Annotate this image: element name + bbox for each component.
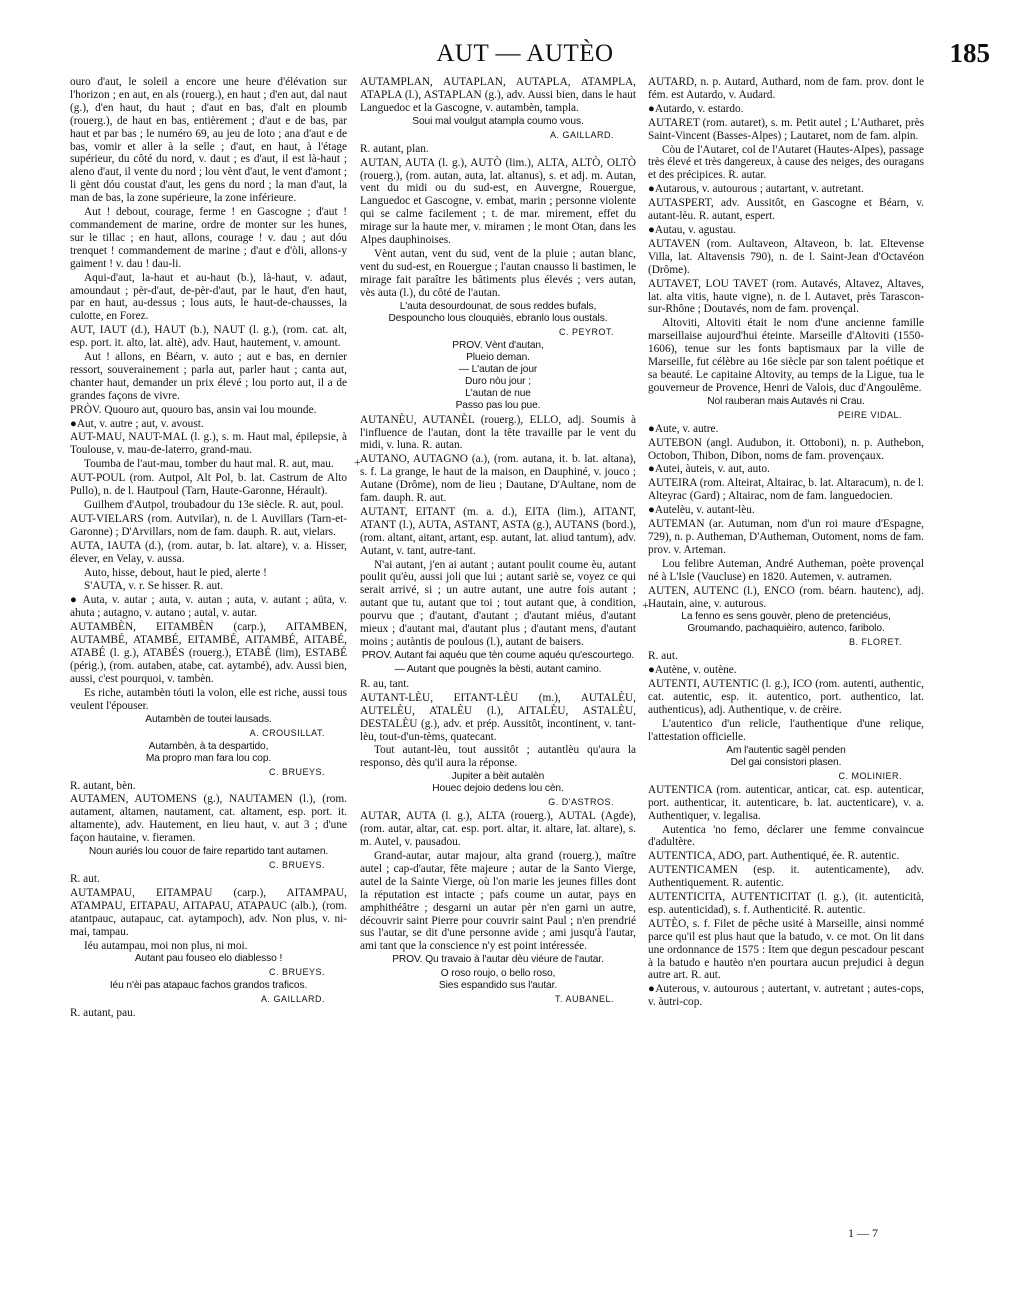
verse-quote: Autant pau fouseo elo diablesso ! bbox=[134, 953, 283, 965]
entry-paragraph: AUT-POUL (rom. Autpol, Alt Pol, b. lat. Castrum de Alto Pullo), n. de l. Hautpoul (Tarn, Haute-Garonne, Hérault). bbox=[70, 472, 347, 498]
entry-paragraph: ●Autardo, v. estardo. bbox=[648, 102, 744, 115]
quote-author: A. GAILLARD. bbox=[549, 129, 614, 140]
quote-author: A. GAILLARD. bbox=[260, 994, 325, 1005]
entry-paragraph: AUTEN, AUTENC (l.), ENCO (rom. béarn. hautenc), adj. Hautain, aine, v. auturous. bbox=[648, 584, 924, 610]
verse-quote: O roso roujo, o bello roso, Sies espandido sus l'autar. bbox=[438, 968, 558, 992]
verse-quote: Jupiter a bèit autalèn Houec dejoio dedens lou cèn. bbox=[432, 771, 564, 795]
entry-paragraph: ●Autau, v. agustau. bbox=[648, 223, 736, 236]
entry-paragraph: R. autant, pau. bbox=[70, 1007, 136, 1020]
entry-paragraph: AUTEIRA (rom. Alteirat, Altairac, b. lat. Altaracum), n. de l. Alteyrac (Gard) ; Altairac, nom de fam. languedocien. bbox=[648, 477, 924, 503]
entry-paragraph: AUTAVET, LOU TAVET (rom. Autavés, Altavez, Altaves, lat. alta vitis, haute vigne), n. de l. Autavet, près Tarascon-sur-Rhône ; Doutavés, nom de fam. provençal. bbox=[648, 277, 924, 316]
example-paragraph: Grand-autar, autar majour, alta grand (rouerg.), maître autel ; cap-d'autar, fête majeure ; autar de la Santo Vierge, autel de la Sainte Vierge, où l'on marie les jeunes filles dont la réputation est intacte ; pafs coume un autar, pays en amphithéâtre ; desgarni un autar pèr n'en garni un autre, découvrir saint Pierre pour couvrir saint Paul ; n'en prendrié sus l'autar, se dit d'une personne avide ; ami jusqu'à l'autar, ami tant que la conscience n'y est point intéressée. bbox=[360, 849, 636, 953]
entry-paragraph: AUTARD, n. p. Autard, Authard, nom de fam. prov. dont le fém. est Autardo, v. Audard. bbox=[648, 76, 924, 101]
entry-paragraph: AUTENTICAMEN (esp. it. autenticamente), adv. Authentiquement. R. autentic. bbox=[648, 864, 924, 890]
verse-quote: La fenno es sens gouvèr, pleno de pretenciéus, Groumando, pachaquièiro, autenco, faribolo. bbox=[681, 611, 891, 635]
verse-quote: PROV. Vènt d'autan, Plueio deman. — L'autan de jour Duro nòu jour ; L'autan de nue Passo pas lou pue. bbox=[452, 339, 544, 411]
entry-paragraph: AUTASPERT, adv. Aussitôt, en Gascogne et Béarn, v. autant-lèu. R. autant, espert. bbox=[648, 197, 924, 223]
quote-author: PEIRE VIDAL. bbox=[837, 409, 902, 420]
example-paragraph: Guilhem d'Autpol, troubadour du 13e siècle. R. aut, poul. bbox=[84, 499, 344, 511]
example-paragraph: Vènt autan, vent du sud, vent de la pluie ; autan blanc, vent du sud-est, en Rouergue ; l'autan cnausso li bastimen, le mirage fait paraître les bâtiments plus élevés ; vers autan, vès auta (l.), du côté de l'autan. bbox=[360, 247, 636, 299]
entry-paragraph: AUTENTI, AUTENTIC (l. g.), ICO (rom. autenti, authentic, cat. autentic, esp. it. autentico, port. authentico, lat. authenticus), adj. Authentique, v. de crèire. bbox=[648, 678, 924, 717]
margin-dagger-1: + bbox=[354, 455, 361, 469]
entry-paragraph: AUT-MAU, NAUT-MAL (l. g.), s. m. Haut mal, épilepsie, à Toulouse, v. mau-de-laterro, grand-mau. bbox=[70, 431, 347, 457]
quote-author: C. BRUEYS. bbox=[268, 860, 325, 871]
verse-quote: L'auta desourdounat, de sous reddes bufals, Despouncho lous clouquiès, ebranlo lous oustals. bbox=[388, 300, 608, 324]
quote-author: T. AUBANEL. bbox=[554, 994, 614, 1005]
entry-paragraph: ●Aut, v. autre ; aut, v. avoust. bbox=[70, 417, 204, 430]
entry-paragraph: AUTEMAN (ar. Autuman, nom d'un roi maure d'Espagne, 729), n. p. Autheman, D'Autheman, Outoment, noms de fam. prov. v. Arteman. bbox=[648, 518, 924, 556]
verse-quote: Autambèn, à ta despartido, Ma propro man fara lou cop. bbox=[145, 740, 272, 764]
example-paragraph: S'AUTA, v. r. Se hisser. R. aut. bbox=[84, 580, 224, 593]
page-header bbox=[60, 40, 990, 74]
entry-paragraph: AUTANT, EITANT (m. a. d.), EITA (lim.), AITANT, ATANT (l.), AUTA, ASTANT, ASTA (g.), AUTANS (bord.), (rom. altant, aitant, artant, esp. autant, lat. aliud tantum), adv. Autant, v. tant, autre-tant. bbox=[360, 505, 636, 557]
entry-paragraph: AUTAN, AUTA (l. g.), AUTÒ (lim.), ALTA, ALTÒ, OLTÒ (rouerg.), (rom. autan, auta, lat. altanus), s. et adj. m. Autan, vent du midi ou du sud-est, en Auvergne, Rouergue, Languedoc et Gascogne, v. embat, marin ; personne violente qui se calme facilement ; t. de mar. mirement, effet du mirage sur la haute mer, v. miramen ; le mont Otan, dans les Alpes dauphinoises. bbox=[360, 156, 636, 247]
verse-quote: — Autant que pougnès la bèsti, autant camino. bbox=[394, 663, 602, 675]
example-paragraph: Aut ! allons, en Béarn, v. auto ; aut e bas, en dernier ressort, souverainement ; parla aut, parler haut ; canta aut, chanter haut, demander un prix élevé ; lou porto aut, il a de grandes façons de vivre. bbox=[70, 351, 347, 402]
entry-paragraph: AUTANÈU, AUTANÈL (rouerg.), ELLO, adj. Soumis à l'influence de l'autan, dont la tête travaille par le vent du midi, v. luna. R. autan. bbox=[360, 413, 636, 452]
entry-paragraph: ●Autène, v. outène. bbox=[648, 664, 737, 677]
entry-paragraph: ●Aute, v. autre. bbox=[648, 422, 719, 435]
column-1 bbox=[70, 76, 347, 1212]
verse-quote: Autambèn de toutei lausads. bbox=[145, 713, 272, 725]
example-paragraph: L'autentico d'un relicle, l'authentique d'une relique, l'attestation officielle. bbox=[648, 717, 924, 743]
entry-paragraph: AUTENTICITA, AUTENTICITAT (l. g.), (it. autenticità, esp. autenticidad), s. f. Authenticité. R. autentic. bbox=[648, 891, 924, 916]
margin-dagger-2: + bbox=[642, 598, 649, 612]
entry-paragraph: R. au, tant. bbox=[360, 677, 410, 690]
quote-author: A. CROUSILLAT. bbox=[249, 727, 325, 738]
example-paragraph: Altoviti, Altoviti était le nom d'une ancienne famille marseillaise aujourd'hui éteinte. Marseille d'Altoviti (1550-1606), tenue sur les fonts baptismaux par la ville de Marseille, fut célèbre au 16e siècle par son talent poétique et sa beauté. Le capitaine Altovity, au temps de la Ligue, tua le gouverneur de Provence, Henri de Valois, duc d'Angoulême. bbox=[648, 317, 924, 394]
example-paragraph: N'ai autant, j'en ai autant ; autant poulit coume èu, autant poulit qu'èu, aussi joli que lui ; autant sariè se, voyez ce qui serait arrivé, si ; un autre autant, une autre fois autant ; autant que tu, autant que toi ; tout autant que, à condition, pourvu que ; d'autant, d'autant ; d'autant miéus, d'autant mieux ; d'autant mai, d'autant plus ; d'autant mens, d'autant moins ; autàntis de poulous (l.), autant de baisers. bbox=[360, 558, 636, 648]
example-paragraph: Auto, hisse, debout, haut le pied, alerte ! bbox=[84, 566, 267, 579]
example-paragraph: Aut ! debout, courage, ferme ! en Gascogne ; d'aut ! commandement de marine, ordre de monter sur les hunes, sur le tillac ; en haut, allons, courage ! v. dau ; aut dóu trenquet ! commandement de marine ; d'aut e d'òli, allons-y gaiment ! v. dau ! dau-li. bbox=[70, 206, 347, 270]
verse-quote: Am l'autentic sagèl penden Del gai consistori plasen. bbox=[726, 744, 846, 768]
running-title: AUT — AUTÈO bbox=[436, 40, 614, 67]
page-number: 185 bbox=[949, 38, 990, 68]
entry-paragraph: ●Autelèu, v. autant-lèu. bbox=[648, 504, 755, 517]
example-paragraph: Iéu autampau, moi non plus, ni moi. bbox=[84, 939, 248, 952]
entry-paragraph: AUT, IAUT (d.), HAUT (b.), NAUT (l. g.), (rom. cat. alt, esp. port. it. alto, lat. altè), adv. Haut, hautement, v. amount. bbox=[70, 324, 347, 350]
quote-author: G. D'ASTROS. bbox=[548, 797, 614, 808]
entry-paragraph: AUTENTICA (rom. autenticar, anticar, cat. esp. autenticar, port. authenticar, it. autenticare, b. lat. auctenticare), v. a. Authentiquer, v. legalisa. bbox=[648, 783, 924, 822]
verse-quote: Iéu n'èi pas atapauc fachos grandos traficos. bbox=[109, 980, 308, 992]
example-paragraph: Còu de l'Autaret, col de l'Autaret (Hautes-Alpes), passage très élevé et très dangereux, à cause des neiges, des ouragans et des précipices. R. autar. bbox=[648, 143, 924, 182]
entry-paragraph: ouro d'aut, le soleil a encore une heure d'élévation sur l'horizon ; en aut, en als (rouerg.), en haut ; d'en aut, dal naut (g.), d'en haut, du haut ; d'aut en bas, d'alt en ploumb (rouerg.), de haut en bas, entièrement ; d'aut e de bas, par haut et par bas ; le numéro 69, au jeu de loto ; ana d'aut e de bas, vomir et aller à la selle ; d'aut, en haut, à l'étage supérieur, du côté du nord, v. daut ; es d'aut, il est là-haut ; aleno d'aut, il vente du nord ; lou vènt d'aut, le vent d'amont ; li gènt dóu coustat d'aut, les gens du nord ; la man d'aut, la man de bas, la zone supérieure, la zone inférieure. bbox=[70, 76, 347, 205]
entry-paragraph: AUTAVEN (rom. Aultaveon, Altaveon, b. lat. Eltevense Villa, lat. Altavensis 790), n. de l. Saint-Jean d'Octavéon (Drôme). bbox=[648, 237, 924, 276]
verse-quote: Nol rauberan mais Autavés ni Crau. bbox=[707, 395, 865, 407]
entry-paragraph: AUTANT-LÈU, EITANT-LÈU (m.), AUTALÈU, AUTELÈU, ATALÈU (l.), AITALÈU, ASTALÈU, DESTALÈU (g.), adv. et prép. Aussitôt, incontinent, v. tant-lèu, tout-d'un-tèms, quatecant. bbox=[360, 691, 636, 743]
verse-quote: Noun auriés lou couor de faire repartido tant autamen. bbox=[88, 846, 329, 858]
entry-paragraph: R. aut. bbox=[70, 873, 100, 886]
quote-author: C. BRUEYS. bbox=[268, 766, 325, 777]
example-paragraph: Toumba de l'aut-mau, tomber du haut mal. R. aut, mau. bbox=[84, 458, 334, 471]
verse-quote: PROV. Autant fai aquéu que tèn coume aquéu qu'escourtego. bbox=[361, 649, 635, 661]
verse-quote: Soui mal voulgut atampla coumo vous. bbox=[412, 115, 584, 127]
entry-paragraph: AUTÈO, s. f. Filet de pêche usité à Marseille, ainsi nommé parce qu'il est plus haut que la batudo, v. ce mot. On lit dans une ordonnance de 1575 : Item que degun pescadour pescant à la batudo e hautèo n'en pourtara aucun prejudici à degun autre art. R. aut. bbox=[648, 917, 924, 982]
entry-paragraph: AUTAMPAU, EITAMPAU (carp.), AITAMPAU, ATAMPAU, EITAPAU, AITAPAU, ATAPAUC (alb.), (rom. atantpauc, autapauc, cat. aytampoch), adv. Non plus, v. ni-mai, tampau. bbox=[70, 886, 347, 938]
quote-author: B. FLORET. bbox=[848, 637, 902, 648]
entry-paragraph: R. autant, bèn. bbox=[70, 779, 136, 792]
entry-paragraph: AUTARET (rom. autaret), s. m. Petit autel ; L'Autharet, près Saint-Vincent (Basses-Alpes) ; Lautaret, nom de fam. alpin. bbox=[648, 116, 924, 142]
quote-author: C. BRUEYS. bbox=[268, 967, 325, 978]
entry-paragraph: AUTA, IAUTA (d.), (rom. autar, b. lat. altare), v. a. Hisser, élever, en Velay, v. aussa. bbox=[70, 539, 347, 565]
example-paragraph: Aqui-d'aut, la-haut et au-haut (b.), là-haut, v. adaut, amoundaut ; pèr-d'aut, de-pèr-d'aut, par le haut, d'en haut, par en haut, au-dessus ; lous auts, le haut-de-chausses, la culotte, en Forez. bbox=[70, 271, 347, 323]
entry-paragraph: R. aut. bbox=[648, 650, 678, 663]
quote-author: C. MOLINIER. bbox=[838, 770, 902, 781]
entry-paragraph: ● Auta, v. autar ; auta, v. autan ; auta, v. autant ; aüta, v. ahuta ; autagno, v. autano ; autal, v. autar. bbox=[70, 594, 347, 620]
entry-paragraph: AUTANO, AUTAGNO (a.), (rom. autana, it. b. lat. altana), s. f. La grange, le haut de la maison, en Dauphiné, v. jouco ; Autane (Drôme), nom de lieu ; Dautane, D'Aultane, nom de fam. dauph. R. aut. bbox=[360, 453, 636, 505]
entry-paragraph: AUTENTICA, ADO, part. Authentiqué, ée. R. autentic. bbox=[648, 850, 900, 863]
entry-paragraph: AUTAMBÈN, EITAMBÈN (carp.), AITAMBEN, AUTAMBÉ, ATAMBÉ, EITAMBÉ, AITAMBÉ, AITABÉ, ATABÉ (l. g.), ATABÉS (rouerg.), ETABÉ (lim), ESTABÉ (périg.), (rom. autaben, atabe, cat. aytambé), adv. Aussi bien, aussi, c'est pourquoi, v. tambèn. bbox=[70, 621, 347, 685]
entry-paragraph: ●Autarous, v. autourous ; autartant, v. autretant. bbox=[648, 183, 864, 196]
example-paragraph: Tout autant-lèu, tout aussitôt ; autantlèu qu'aura la responso, dès qu'il aura la réponse. bbox=[360, 744, 636, 770]
printer-signature: 1 — 7 bbox=[848, 1226, 878, 1240]
entry-paragraph: AUTAMEN, AUTOMENS (g.), NAUTAMEN (l.), (rom. autament, altamen, nautament, cat. altament, esp. port. it. altamente), adv. Hautement, en lieu haut, v. aut 3 ; d'une façon hautaine, v. fieramen. bbox=[70, 793, 347, 845]
entry-paragraph: AUT-VIELARS (rom. Autvilar), n. de l. Auvillars (Tarn-et-Garonne) ; D'Arvillars, nom de fam. dauph. R. aut, vielars. bbox=[70, 512, 347, 538]
verse-quote: PROV. Qu travaio à l'autar dèu viéure de l'autar. bbox=[392, 954, 604, 966]
column-3 bbox=[648, 76, 924, 1212]
entry-paragraph: AUTEBON (angl. Audubon, it. Ottoboni), n. p. Authebon, Octobon, Thibon, Dibon, noms de fam. provençaux. bbox=[648, 436, 924, 462]
entry-paragraph: R. autant, plan. bbox=[360, 142, 429, 155]
entry-paragraph: ●Auterous, v. autourous ; autertant, v. autretant ; autes-cops, v. àutri-cop. bbox=[648, 983, 924, 1009]
entry-paragraph: PRÒV. Quouro aut, quouro bas, ansin vai lou mounde. bbox=[70, 403, 317, 416]
entry-paragraph: ●Autei, àuteis, v. aut, auto. bbox=[648, 463, 770, 476]
entry-paragraph: AUTAMPLAN, AUTAPLAN, AUTAPLA, ATAMPLA, ATAPLA (l.), ASTAPLAN (g.), adv. Aussi bien, dans le haut Languedoc et la Gascogne, v. autambèn, tampla. bbox=[360, 76, 636, 114]
example-paragraph: Es riche, autambèn tóuti la volon, elle est riche, aussi tous veulent l'épouser. bbox=[70, 686, 347, 712]
example-paragraph: Lou felibre Auteman, André Autheman, poète provençal né à L'Isle (Vaucluse) en 1820. Autemen, v. autramen. bbox=[648, 557, 924, 583]
entry-paragraph: AUTAR, AUTA (l. g.), ALTA (rouerg.), AUTAL (Agde), (rom. autar, altar, cat. esp. port. altar, it. altare, lat. altare), s. m. Autel, v. pausadou. bbox=[360, 810, 636, 849]
column-2 bbox=[360, 76, 636, 1212]
example-paragraph: Autentica 'no femo, déclarer une femme convaincue d'adultère. bbox=[648, 823, 924, 849]
quote-author: C. PEYROT. bbox=[558, 326, 614, 337]
